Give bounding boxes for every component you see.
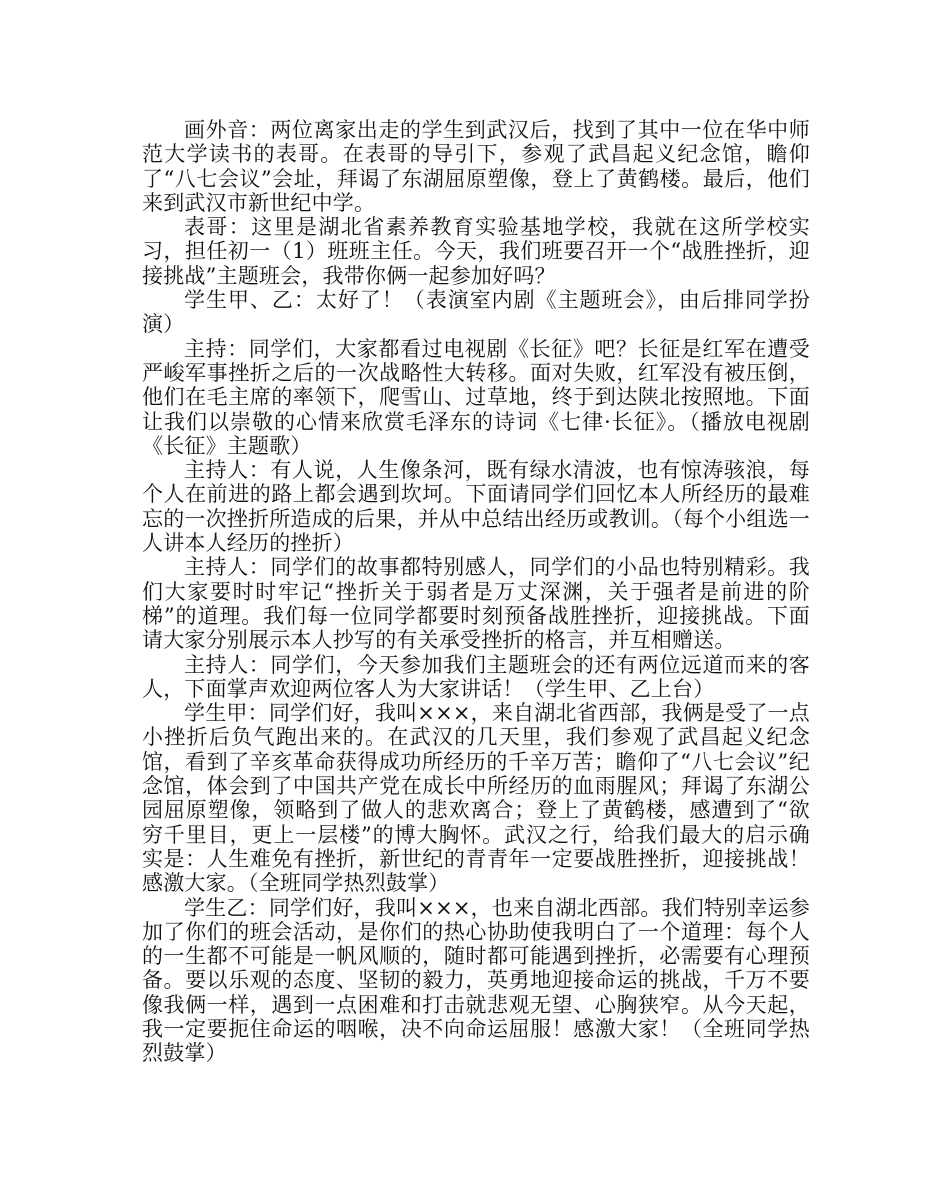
paragraph-host-stories: 主持人：同学们的故事都特别感人，同学们的小品也特别精彩。我们大家要时时牢记“挫折关于弱者是万丈深渊，关于强者是前进的阶梯”的道理。我们每一位同学都要时刻预备战胜挫折，迎接挑战。下面请大家分别展示本人抄写的有关承受挫折的格言，并互相赠送。 — [142, 555, 810, 653]
paragraph-host-river: 主持人：有人说，人生像条河，既有绿水清波，也有惊涛骇浪，每个人在前进的路上都会遇到坎坷。下面请同学们回忆本人所经历的最难忘的一次挫折所造成的后果，并从中总结出经历或教训。（每个小组选一人讲本人经历的挫折） — [142, 458, 810, 556]
paragraph-host-guests: 主持人：同学们，今天参加我们主题班会的还有两位远道而来的客人，下面掌声欢迎两位客人为大家讲话！（学生甲、乙上台） — [142, 652, 810, 701]
paragraph-host-long-march: 主持：同学们，大家都看过电视剧《长征》吧？长征是红军在遭受严峻军事挫折之后的一次战略性大转移。面对失败，红军没有被压倒，他们在毛主席的率领下，爬雪山、过草地，终于到达陕北按照地。下面让我们以崇敬的心情来欣赏毛泽东的诗词《七律·长征》。（播放电视剧《长征》主题歌） — [142, 336, 810, 458]
paragraph-voiceover: 画外音：两位离家出走的学生到武汉后，找到了其中一位在华中师范大学读书的表哥。在表哥的导引下，参观了武昌起义纪念馆，瞻仰了“八七会议”会址，拜谒了东湖屈原塑像，登上了黄鹤楼。最后，他们来到武汉市新世纪中学。 — [142, 118, 810, 215]
paragraph-student-b: 学生乙：同学们好，我叫×××，也来自湖北西部。我们特别幸运参加了你们的班会活动，是你们的热心协助使我明白了一个道理：每个人的一生都不可能是一帆风顺的，随时都可能遇到挫折，必需要有心理预备。要以乐观的态度、坚韧的毅力，英勇地迎接命运的挑战，千万不要像我俩一样，遇到一点困难和打击就悲观无望、心胸狭窄。从今天起，我一定要扼住命运的咽喉，决不向命运屈服！感激大家！（全班同学热烈鼓掌） — [142, 895, 810, 1066]
paragraph-students-reply: 学生甲、乙：太好了！（表演室内剧《主题班会》，由后排同学扮演） — [142, 288, 810, 337]
paragraph-cousin: 表哥：这里是湖北省素养教育实验基地学校，我就在这所学校实习，担任初一（1）班班主任。今天，我们班要召开一个“战胜挫折，迎接挑战”主题班会，我带你俩一起参加好吗？ — [142, 215, 810, 288]
paragraph-student-a: 学生甲：同学们好，我叫×××，来自湖北省西部，我俩是受了一点小挫折后负气跑出来的。在武汉的几天里，我们参观了武昌起义纪念馆，看到了辛亥革命获得成功所经历的千辛万苦；瞻仰了“八七会议”纪念馆，体会到了中国共产党在成长中所经历的血雨腥风；拜谒了东湖公园屈原塑像，领略到了做人的悲欢离合；登上了黄鹤楼，感遭到了“欲穷千里目，更上一层楼”的博大胸怀。武汉之行，给我们最大的启示确实是：人生难免有挫折，新世纪的青青年一定要战胜挫折，迎接挑战！感激大家。（全班同学热烈鼓掌） — [142, 701, 810, 896]
document-body — [142, 118, 810, 1066]
